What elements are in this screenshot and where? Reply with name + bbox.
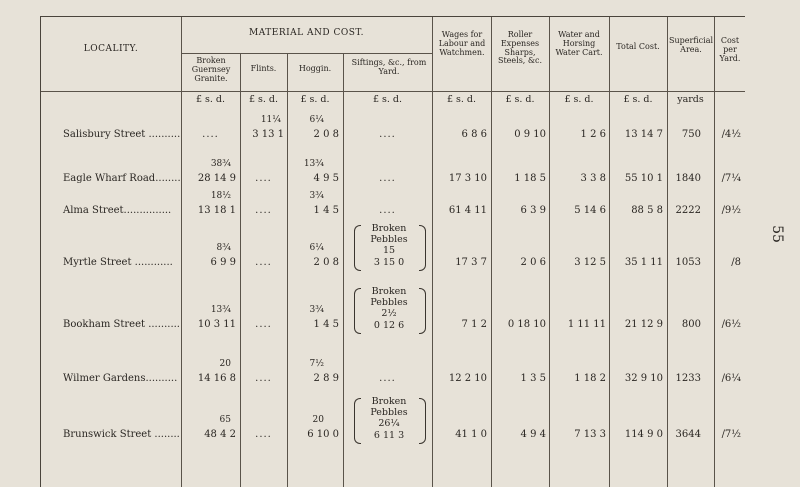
water-cost: 1 11 11 bbox=[567, 319, 606, 330]
wages-cost: 6 8 6 bbox=[461, 129, 487, 140]
col-divider bbox=[491, 17, 492, 487]
granite-cost: 14 16 8 bbox=[197, 373, 236, 384]
siftings-line: Pebbles bbox=[370, 407, 408, 419]
col-divider bbox=[343, 53, 344, 487]
left-brace bbox=[354, 398, 361, 444]
siftings-line: 0 12 6 bbox=[373, 319, 405, 331]
flints-cost: .... bbox=[255, 205, 272, 216]
cost-per-yard: /8 bbox=[731, 257, 741, 268]
total-cost: 32 9 10 bbox=[624, 373, 663, 384]
header-rule bbox=[181, 53, 432, 54]
granite-cost: .... bbox=[202, 129, 219, 140]
water-cost: 5 14 6 bbox=[574, 205, 606, 216]
flints-cost: 3 13 1 bbox=[252, 129, 284, 140]
siftings-line: 15 bbox=[382, 245, 396, 257]
water-cost: 3 12 5 bbox=[574, 257, 606, 268]
siftings-line: 26¼ bbox=[378, 418, 400, 430]
right-brace bbox=[419, 398, 426, 444]
cost-per-yard: /6¼ bbox=[721, 373, 741, 384]
siftings-cost: .... bbox=[379, 173, 396, 184]
hoggin-quantity: 20 bbox=[312, 415, 324, 425]
hoggin-quantity: 6¼ bbox=[309, 243, 324, 253]
right-brace bbox=[419, 288, 426, 334]
wages-cost: 17 3 10 bbox=[448, 173, 487, 184]
wages-cost: 7 1 2 bbox=[461, 319, 487, 330]
col-divider bbox=[549, 17, 550, 487]
roller-cost: 0 18 10 bbox=[507, 319, 546, 330]
roller-cost: 6 3 9 bbox=[520, 205, 546, 216]
header-rule bbox=[41, 91, 745, 92]
superficial-area: 1233 bbox=[675, 373, 701, 384]
col-divider bbox=[609, 17, 610, 487]
flints-cost: .... bbox=[255, 373, 272, 384]
granite-cost: 6 9 9 bbox=[210, 257, 236, 268]
granite-quantity: 18½ bbox=[210, 191, 231, 201]
left-brace bbox=[354, 225, 361, 271]
water-cost: 1 2 6 bbox=[580, 129, 606, 140]
unit-yards: yards bbox=[677, 94, 704, 105]
col-divider bbox=[432, 17, 433, 487]
granite-cost: 28 14 9 bbox=[197, 173, 236, 184]
hoggin-cost: 4 9 5 bbox=[313, 173, 339, 184]
flints-cost: .... bbox=[255, 319, 272, 330]
cost-table bbox=[40, 16, 745, 487]
unit-lsd-total: £ s. d. bbox=[623, 94, 653, 105]
header-cost-per-yard: Cost per Yard. bbox=[719, 36, 741, 63]
siftings-line: 2½ bbox=[381, 308, 397, 320]
hoggin-quantity: 7½ bbox=[309, 359, 324, 369]
granite-quantity: 8¾ bbox=[216, 243, 231, 253]
row-locality: Bookham Street .......... bbox=[63, 319, 180, 330]
hoggin-cost: 2 0 8 bbox=[313, 257, 339, 268]
siftings-note bbox=[359, 396, 419, 441]
cost-per-yard: /4½ bbox=[721, 129, 741, 140]
row-locality: Brunswick Street ........ bbox=[63, 429, 180, 440]
header-wages: Wages for Labour and Watchmen. bbox=[438, 30, 486, 57]
unit-lsd: £ s. d. bbox=[446, 94, 477, 105]
siftings-line: 6 11 3 bbox=[373, 429, 405, 441]
superficial-area: 1840 bbox=[675, 173, 701, 184]
wages-cost: 12 2 10 bbox=[448, 373, 487, 384]
roller-cost: 0 9 10 bbox=[514, 129, 546, 140]
header-total: Total Cost. bbox=[616, 42, 660, 51]
row-locality: Salisbury Street .......... bbox=[63, 129, 181, 140]
col-divider bbox=[181, 17, 182, 487]
granite-cost: 10 3 11 bbox=[197, 319, 236, 330]
left-brace bbox=[354, 288, 361, 334]
siftings-line: Broken bbox=[371, 223, 407, 234]
siftings-line: Broken bbox=[371, 396, 407, 407]
superficial-area: 3644 bbox=[675, 429, 701, 440]
cost-per-yard: /9½ bbox=[721, 205, 741, 216]
siftings-note bbox=[359, 286, 419, 331]
superficial-area: 1053 bbox=[675, 257, 701, 268]
total-cost: 35 1 11 bbox=[624, 257, 663, 268]
unit-lsd: £ s. d. bbox=[248, 94, 279, 105]
granite-quantity: 20 bbox=[219, 359, 231, 369]
cost-per-yard: /7½ bbox=[721, 429, 741, 440]
unit-lsd: £ s. d. bbox=[195, 94, 226, 105]
siftings-line: Pebbles bbox=[370, 297, 408, 309]
total-cost: 114 9 0 bbox=[624, 429, 663, 440]
cost-per-yard: /6½ bbox=[721, 319, 741, 330]
granite-quantity: 38¾ bbox=[210, 159, 231, 169]
header-area: Superficial Area. bbox=[669, 36, 714, 54]
row-locality: Alma Street............... bbox=[63, 205, 172, 216]
col-divider bbox=[714, 17, 715, 487]
granite-cost: 13 18 1 bbox=[197, 205, 236, 216]
roller-cost: 1 3 5 bbox=[520, 373, 546, 384]
superficial-area: 750 bbox=[681, 129, 701, 140]
row-locality: Eagle Wharf Road........ bbox=[63, 173, 181, 184]
col-divider bbox=[667, 17, 668, 487]
header-granite: Broken Guernsey Granite. bbox=[191, 56, 231, 83]
unit-lsd: £ s. d. bbox=[300, 94, 330, 105]
row-locality: Wilmer Gardens.......... bbox=[63, 373, 178, 384]
unit-lsd: £ s. d. bbox=[505, 94, 535, 105]
granite-cost: 48 4 2 bbox=[204, 429, 236, 440]
hoggin-cost: 2 0 8 bbox=[313, 129, 339, 140]
page-number: 55 bbox=[768, 225, 785, 243]
header-locality: LOCALITY. bbox=[83, 44, 139, 54]
roller-cost: 1 18 5 bbox=[514, 173, 546, 184]
header-material-and-cost: MATERIAL AND COST. bbox=[249, 28, 364, 38]
water-cost: 7 13 3 bbox=[574, 429, 606, 440]
wages-cost: 41 1 0 bbox=[455, 429, 487, 440]
superficial-area: 2222 bbox=[675, 205, 701, 216]
flints-quantity: 11¼ bbox=[260, 115, 281, 125]
header-water: Water and Horsing Water Cart. bbox=[555, 30, 603, 57]
wages-cost: 17 3 7 bbox=[455, 257, 487, 268]
hoggin-cost: 1 4 5 bbox=[313, 205, 339, 216]
siftings-line: Pebbles bbox=[370, 234, 408, 246]
siftings-line: Broken bbox=[371, 286, 407, 297]
header-roller: Roller Expenses Sharps, Steels, &c. bbox=[497, 30, 543, 66]
granite-quantity: 65 bbox=[219, 415, 231, 425]
total-cost: 55 10 1 bbox=[624, 173, 663, 184]
total-cost: 21 12 9 bbox=[624, 319, 663, 330]
right-brace bbox=[419, 225, 426, 271]
cost-per-yard: /7¼ bbox=[721, 173, 741, 184]
col-divider bbox=[240, 53, 241, 487]
unit-lsd: £ s. d. bbox=[564, 94, 594, 105]
superficial-area: 800 bbox=[681, 319, 701, 330]
total-cost: 13 14 7 bbox=[624, 129, 663, 140]
header-hoggin: Hoggin. bbox=[298, 64, 332, 73]
hoggin-cost: 2 8 9 bbox=[313, 373, 339, 384]
roller-cost: 4 9 4 bbox=[520, 429, 546, 440]
wages-cost: 61 4 11 bbox=[448, 205, 487, 216]
hoggin-quantity: 3¾ bbox=[309, 305, 324, 315]
siftings-cost: .... bbox=[379, 205, 396, 216]
unit-lsd: £ s. d. bbox=[372, 94, 403, 105]
water-cost: 1 18 2 bbox=[574, 373, 606, 384]
row-locality: Myrtle Street ............ bbox=[63, 257, 173, 268]
siftings-line: 3 15 0 bbox=[373, 256, 405, 268]
flints-cost: .... bbox=[255, 429, 272, 440]
roller-cost: 2 0 6 bbox=[520, 257, 546, 268]
hoggin-quantity: 13¾ bbox=[303, 159, 324, 169]
hoggin-cost: 1 4 5 bbox=[313, 319, 339, 330]
granite-quantity: 13¾ bbox=[210, 305, 231, 315]
hoggin-quantity: 3¾ bbox=[309, 191, 324, 201]
hoggin-cost: 6 10 0 bbox=[307, 429, 339, 440]
header-siftings: Siftings, &c., from Yard. bbox=[351, 58, 427, 76]
hoggin-quantity: 6¼ bbox=[309, 115, 324, 125]
siftings-note bbox=[359, 223, 419, 268]
flints-cost: .... bbox=[255, 257, 272, 268]
flints-cost: .... bbox=[255, 173, 272, 184]
siftings-cost: .... bbox=[379, 129, 396, 140]
water-cost: 3 3 8 bbox=[580, 173, 606, 184]
col-divider bbox=[287, 53, 288, 487]
total-cost: 88 5 8 bbox=[631, 205, 663, 216]
header-flints: Flints. bbox=[250, 64, 277, 73]
siftings-cost: .... bbox=[379, 373, 396, 384]
